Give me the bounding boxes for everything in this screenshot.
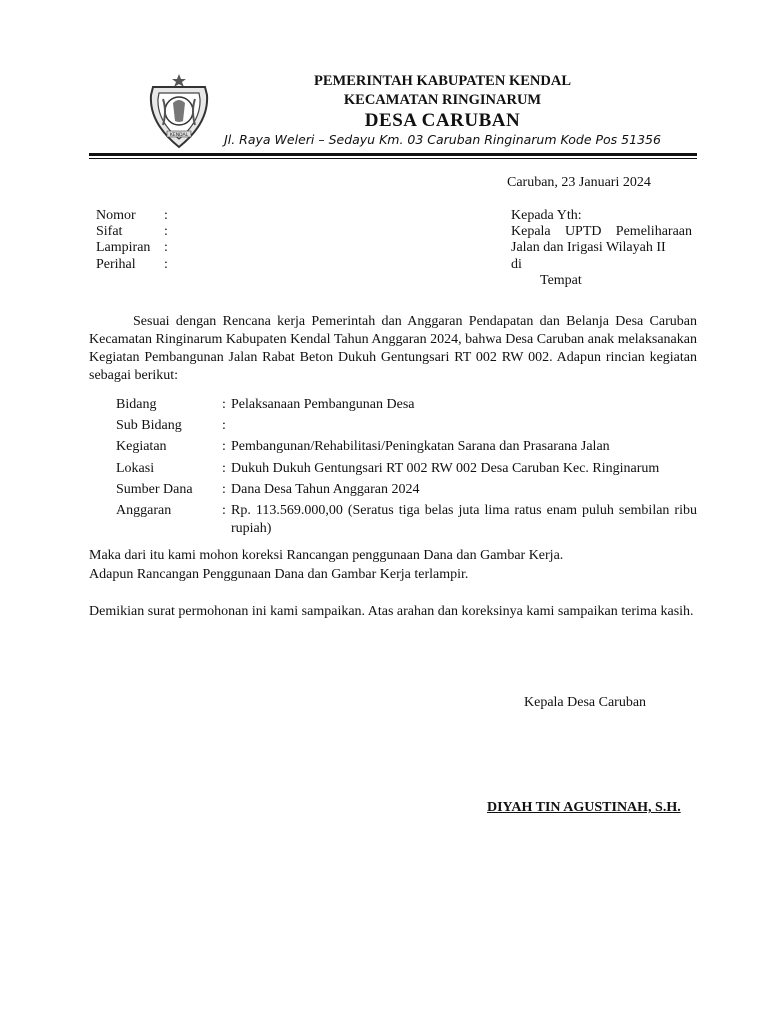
- recipient-di: di: [511, 257, 522, 272]
- kegiatan-colon: :: [222, 439, 226, 454]
- recipient-line-office: Jalan dan Irigasi Wilayah II: [511, 240, 666, 255]
- nomor-label: Nomor: [96, 208, 136, 223]
- bidang-value: Pelaksanaan Pembangunan Desa: [231, 397, 415, 412]
- lokasi-label: Lokasi: [116, 461, 155, 476]
- kegiatan-value: Pembangunan/Rehabilitasi/Peningkatan Sarana dan Prasarana Jalan: [231, 439, 610, 454]
- closing-paragraph: Demikian surat permohonan ini kami sampaikan. Atas arahan dan koreksinya kami sampaikan terima kasih.: [89, 604, 694, 619]
- perihal-colon: :: [164, 257, 168, 272]
- subbidang-label: Sub Bidang: [116, 418, 182, 433]
- sifat-colon: :: [164, 224, 168, 239]
- header-village: DESA CARUBAN: [364, 110, 521, 131]
- anggaran-value: Rp. 113.569.000,00 (Seratus tiga belas juta lima ratus enam puluh sembilan ribu rupiah): [231, 503, 697, 536]
- letter-date: Caruban, 23 Januari 2024: [507, 175, 651, 190]
- logo-text: KENDAL: [169, 133, 189, 138]
- kendal-crest-logo: [147, 73, 211, 149]
- anggaran-label: Anggaran: [116, 503, 172, 518]
- sumber-dana-value: Dana Desa Tahun Anggaran 2024: [231, 482, 420, 497]
- header-government: PEMERINTAH KABUPATEN KENDAL: [314, 73, 571, 89]
- lampiran-colon: :: [164, 240, 168, 255]
- attachment-note: Adapun Rancangan Penggunaan Dana dan Gambar Kerja terlampir.: [89, 567, 469, 582]
- lampiran-label: Lampiran: [96, 240, 151, 255]
- subbidang-colon: :: [222, 418, 226, 433]
- sumber-dana-label: Sumber Dana: [116, 482, 193, 497]
- lokasi-colon: :: [222, 461, 226, 476]
- correction-request: Maka dari itu kami mohon koreksi Rancangan penggunaan Dana dan Gambar Kerja.: [89, 548, 564, 563]
- header-divider-thick: [89, 153, 697, 156]
- header-district: KECAMATAN RINGINARUM: [343, 92, 542, 108]
- recipient-salutation: Kepada Yth:: [511, 208, 582, 223]
- nomor-colon: :: [164, 208, 168, 223]
- kegiatan-label: Kegiatan: [116, 439, 167, 454]
- header-address: Jl. Raya Weleri – Sedayu Km. 03 Caruban Ringinarum Kode Pos 51356: [224, 132, 661, 147]
- lokasi-value: Dukuh Dukuh Gentungsari RT 002 RW 002 Desa Caruban Kec. Ringinarum: [231, 461, 660, 476]
- header-divider-thin: [89, 158, 697, 159]
- perihal-label: Perihal: [96, 257, 136, 272]
- opening-paragraph: Sesuai dengan Rencana kerja Pemerintah dan Anggaran Pendapatan dan Belanja Desa Caruban Kecamatan Ringinarum Kabupaten Kendal Tahun Anggaran 2024, bahwa Desa Caruban anak melaksanakan Kegiatan Pembangunan Jalan Rabat Beton Dukuh Gentungsari RT 002 RW 002. Adapun rincian kegiatan sebagai berikut:: [89, 314, 697, 383]
- bidang-colon: :: [222, 397, 226, 412]
- sifat-label: Sifat: [96, 224, 123, 239]
- anggaran-colon: :: [222, 503, 226, 518]
- recipient-place: Tempat: [540, 273, 582, 288]
- recipient-line-title: Kepala UPTD Pemeliharaan: [511, 224, 692, 239]
- sumber-dana-colon: :: [222, 482, 226, 497]
- signature-name: DIYAH TIN AGUSTINAH, S.H.: [487, 800, 681, 815]
- bidang-label: Bidang: [116, 397, 157, 412]
- signature-title: Kepala Desa Caruban: [524, 695, 647, 710]
